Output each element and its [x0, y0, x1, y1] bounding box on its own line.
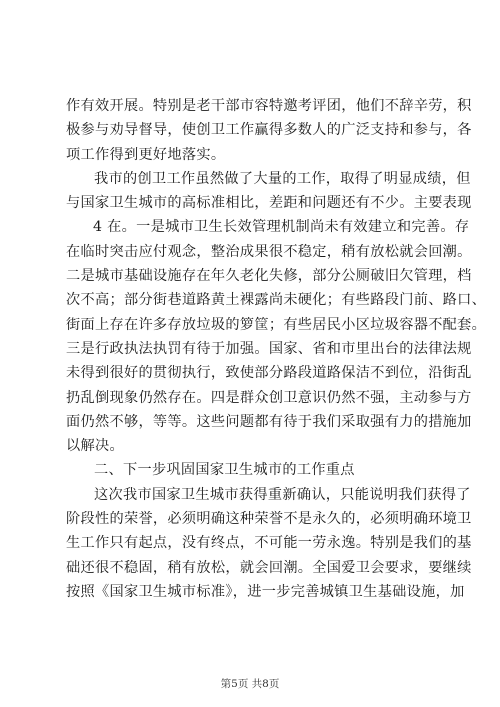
text-line: 极参与劝导督导，使创卫工作赢得多数人的广泛支持和参与，各 — [66, 122, 472, 139]
text-line: 与国家卫生城市的高标准相比，差距和问题还有不少。主要表现 — [66, 195, 472, 212]
text-line: 未得到很好的贯彻执行，致使部分路段道路保洁不到位，沿街乱 — [66, 365, 472, 382]
text-line: 次不高；部分街巷道路黄土裸露尚未硬化；有些路段门前、路口、 — [66, 292, 487, 309]
page-number-footer: 第5页 共8页 — [220, 678, 280, 690]
text-line: 我市的创卫工作虽然做了大量的工作，取得了明显成绩，但 — [94, 170, 471, 187]
section-heading: 二、下一步巩固国家卫生城市的工作重点 — [94, 462, 355, 479]
text-line: 阶段性的荣誉，必须明确这种荣誉不是永久的，必须明确环境卫 — [66, 511, 472, 528]
text-line: 面仍然不够，等等。这些问题都有待于我们采取强有力的措施加 — [66, 413, 472, 430]
text-line: 在临时突击应付观念，整治成果很不稳定，稍有放松就会回潮。 — [66, 243, 472, 260]
text-line: 三是行政执法执罚有待于加强。国家、省和市里出台的法律法规 — [66, 340, 472, 357]
text-line: 扔乱倒现象仍然存在。四是群众创卫意识仍然不强，主动参与方 — [66, 389, 472, 406]
text-line: 以解决。 — [66, 438, 124, 455]
document-body — [66, 94, 487, 604]
text-line: 生工作只有起点，没有终点，不可能一劳永逸。特别是我们的基 — [66, 535, 472, 552]
text-line: 按照《国家卫生城市标准》，进一步完善城镇卫生基础设施，加 — [66, 583, 465, 600]
text-line: 项工作得到更好地落实。 — [66, 146, 226, 163]
text-line: 这次我市国家卫生城市获得重新确认，只能说明我们获得了 — [94, 486, 471, 503]
text-line: 4 在。一是城市卫生长效管理机制尚未有效建立和完善。存 — [93, 219, 470, 236]
text-line: 二是城市基础设施存在年久老化失修，部分公厕破旧欠管理，档 — [66, 268, 472, 285]
text-line: 础还很不稳固，稍有放松，就会回潮。全国爱卫会要求，要继续 — [66, 559, 472, 576]
text-line: 街面上存在许多存放垃圾的箩筐；有些居民小区垃圾容器不配套。 — [66, 316, 487, 333]
text-line: 作有效开展。特别是老干部市容特邀考评团，他们不辞辛劳，积 — [66, 98, 472, 114]
